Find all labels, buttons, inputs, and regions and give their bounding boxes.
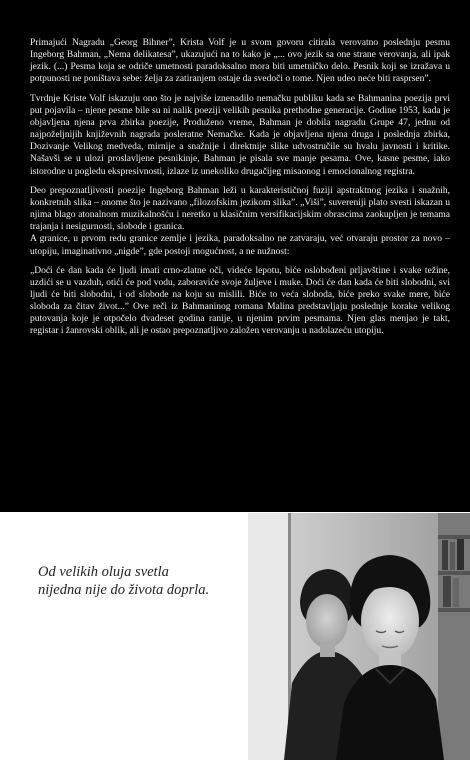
quote-line-2: nijedna nije do života doprla.: [38, 582, 210, 598]
paragraph-2: Tvrdnje Kriste Volf iskazuju ono što je najviše iznenadilo nemačku publiku kada se Bahmanina poezija prvi put pojavila – njene pesme bile su ni nalik poeziji velikih pesnika prethodne generacije. Godine 1953, kada je objavljena njena prva zbirka poezije, Produženo vreme, Bahman je dobila nagradu Grupe 47, jednu od najpoželjnijih književnih nagrada posleratne Nemačke. Kada je objavljena njena druga i poslednja zbirka, Dozivanje Velikog medveda, mirnije a snažnije i direktnije slike udvostručile su hvalu javnosti i kritike. Našavši se u ulozi proslavljene pesnikinje, Bahman je pisala sve manje pesama. Ove, kasne pesme, iako istorodne u pogledu ekspresivnosti, izlaze iz unekoliko drugačijeg misaonog i emocionalnog registra.: [30, 93, 450, 177]
paragraph-5: „Doći će dan kada će ljudi imati crno-zlatne oči, videće lepotu, biće oslobođeni prljavštine i svake težine, uzdići se u vazduh, otići će pod vodu, zaboraviće svoje žuljeve i muke. Doći će dan kada će biti slobodni, svi ljudi će biti slobodni, i od slobode na koju su mislili. Biće to veća sloboda, biće preko svake mere, biće sloboda za čitav život...” Ove reči iz Bahmaninog romana Malina predstavljaju poslednje korake velikog putovanja koje je otpočelo dvadeset godina ranije, u njenim prvim pesmama. Njen glas menjao je takt, registar i žanrovski oblik, ali je ostao prepoznatljivo založen verovanju u nadolazeću utopiju.: [30, 265, 450, 337]
paragraph-4: A granice, u prvom redu granice zemlje i jezika, paradoksalno ne zatvaraju, već otvaraju prostor za novo – utopiju, imaginativno „nigde”, gde postoji mogućnost, a ne nužnost:: [30, 234, 450, 257]
paragraph-1: Primajući Nagradu „Georg Bihner”, Krista Volf je u svom govoru citirala verovatno poslednju pesmu Ingeborg Bahman, „Nema delikatesa”, ukazujući na to kako je „... ovo jezik sa one strane verovanja, ali ipak jezik. (...) Pesma koja se odriče umetnosti paradoksalno mora biti umetničko delo. Pesnik koji se izražava u potpunosti ne poništava sebe: želja za zatiranjem ostaje da svedoči o tome. Njen udeo neće biti rasprsen”.: [30, 38, 450, 85]
body-text: [30, 37, 450, 345]
paragraph-3: Deo prepoznatljivosti poezije Ingeborg Bahman leži u karakterističnoj fuziji apstraktnog jezika i snažnih, konkretnih slika – onome što je nazivano „filozofskim jezikom slika”. „Viši”, suvereniji plato svesti iskazan u njima blago atonalnom muzikalnošću i neretko u klasičnim versifikacijskim obrascima zaokupljen je temama trajanja i nesigurnosti, slobode i granica.: [30, 185, 450, 233]
author-photo: [248, 513, 470, 760]
quote-line-1: Od velikih oluja svetla: [38, 564, 169, 580]
quote: [38, 563, 238, 599]
